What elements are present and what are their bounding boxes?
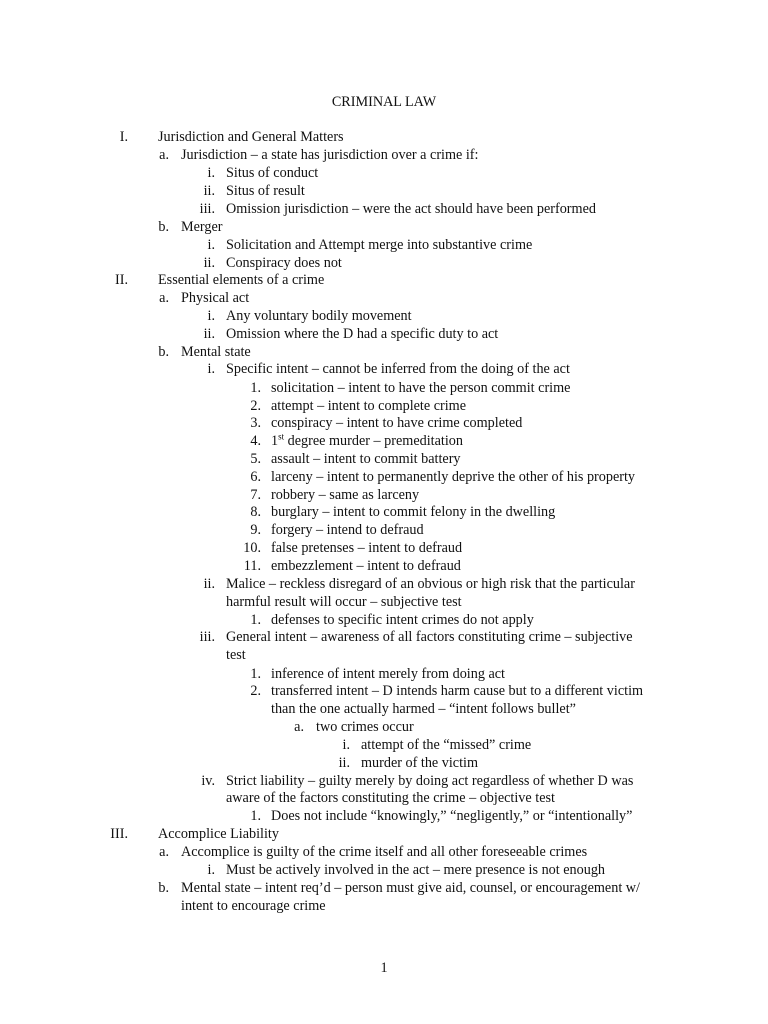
outline-item-text xyxy=(361,736,531,754)
outline-item-text xyxy=(158,128,344,146)
outline-item-text-main: Merger xyxy=(181,219,223,235)
outline-item-text xyxy=(316,718,414,736)
outline-item-text xyxy=(226,575,635,593)
outline-item xyxy=(0,843,768,861)
outline-item-label: 1. xyxy=(250,380,261,396)
outline-item xyxy=(0,182,768,200)
outline-item-text xyxy=(271,665,505,683)
outline-item-text xyxy=(181,343,251,361)
outline-item-label: i. xyxy=(207,361,215,377)
outline-item-label: 8. xyxy=(250,504,261,520)
outline-item xyxy=(0,718,768,736)
outline-item-text xyxy=(226,254,342,272)
outline-item-label: i. xyxy=(207,308,215,324)
outline-item-text-main: solicitation – intent to have the person commit crime xyxy=(271,380,571,396)
outline-item-text xyxy=(271,397,466,415)
outline-item-text-main: Solicitation and Attempt merge into substantive crime xyxy=(226,237,533,253)
outline-item-text-main: Accomplice is guilty of the crime itself and all other foreseeable crimes xyxy=(181,844,588,860)
outline-item-text xyxy=(271,807,632,825)
outline-item-text xyxy=(181,897,326,915)
outline-item-text xyxy=(158,825,279,843)
outline-item-text xyxy=(271,521,424,539)
outline-item-text-main: defenses to specific intent crimes do not apply xyxy=(271,612,534,628)
outline-item xyxy=(0,486,768,504)
outline-item-text xyxy=(361,754,478,772)
outline-item-text xyxy=(181,843,587,861)
outline-item-text xyxy=(226,593,462,611)
outline-item-text-main: transferred intent – D intends harm cause but to a different victim xyxy=(271,683,644,699)
outline-item xyxy=(0,236,768,254)
outline-item-label: iii. xyxy=(199,201,215,217)
outline-item-label: 1. xyxy=(250,808,261,824)
outline-item-text xyxy=(226,360,570,378)
outline-item-text-main: Accomplice Liability xyxy=(158,826,279,842)
outline-item-label: a. xyxy=(294,719,304,735)
outline-item-text xyxy=(271,450,461,468)
outline-item-label: a. xyxy=(159,290,169,306)
outline-item xyxy=(0,736,768,754)
outline-item xyxy=(0,325,768,343)
outline-item xyxy=(0,700,768,718)
outline-item xyxy=(0,628,768,646)
outline-item-label: ii. xyxy=(203,255,215,271)
outline-item xyxy=(0,754,768,772)
outline-item-text xyxy=(181,879,640,897)
outline-item xyxy=(0,360,768,378)
outline-item-text-main: burglary – intent to commit felony in the dwelling xyxy=(271,504,556,520)
outline-item-text-main: Strict liability – guilty merely by doing act regardless of whether D was xyxy=(226,773,634,789)
outline-item-text-main: Any voluntary bodily movement xyxy=(226,308,412,324)
outline-item-text-main: inference of intent merely from doing act xyxy=(271,666,505,682)
outline-item-text-rest: degree murder – premeditation xyxy=(284,433,463,449)
outline-item xyxy=(0,789,768,807)
outline-item-label: 1. xyxy=(250,612,261,628)
outline-item-text-main: Omission where the D had a specific duty to act xyxy=(226,326,499,342)
outline-item xyxy=(0,468,768,486)
ordinal-suffix: st xyxy=(278,431,285,442)
outline-item xyxy=(0,414,768,432)
outline-item-text-main: General intent – awareness of all factors constituting crime – subjective xyxy=(226,629,633,645)
outline-item xyxy=(0,593,768,611)
outline-item xyxy=(0,897,768,915)
outline-item-text-main: robbery – same as larceny xyxy=(271,487,420,503)
page-number: 1 xyxy=(380,960,388,976)
outline-item xyxy=(0,665,768,683)
outline-item-text-main: Specific intent – cannot be inferred from the doing of the act xyxy=(226,361,570,377)
outline-item-text-main: Situs of conduct xyxy=(226,165,319,181)
outline-item xyxy=(0,379,768,397)
outline-item-text xyxy=(271,557,461,575)
outline-item-text-main: Jurisdiction and General Matters xyxy=(158,129,344,145)
outline-item-text xyxy=(226,861,605,879)
outline-item-text-main: two crimes occur xyxy=(316,719,414,735)
outline-item xyxy=(0,611,768,629)
outline-item-text-main: embezzlement – intent to defraud xyxy=(271,558,461,574)
outline-item xyxy=(0,682,768,700)
outline-item-label: 5. xyxy=(250,451,261,467)
outline-item-text xyxy=(226,182,305,200)
outline-item-text-main: larceny – intent to permanently deprive the other of his property xyxy=(271,469,636,485)
outline-item-label: i. xyxy=(207,165,215,181)
outline-item-label: i. xyxy=(342,737,350,753)
outline-item xyxy=(0,861,768,879)
outline-item-text xyxy=(226,236,532,254)
outline-item-text-main: attempt – intent to complete crime xyxy=(271,398,467,414)
outline-item-label: ii. xyxy=(203,183,215,199)
outline-item-label: iv. xyxy=(201,773,215,789)
outline-item xyxy=(0,218,768,236)
outline-item-text xyxy=(271,682,643,700)
outline-item xyxy=(0,432,768,450)
outline-item-text xyxy=(226,628,633,646)
outline-item xyxy=(0,271,768,289)
outline-item xyxy=(0,539,768,557)
outline-item-label: 1. xyxy=(250,666,261,682)
outline-item xyxy=(0,557,768,575)
outline-item-text-main: Jurisdiction – a state has jurisdiction over a crime if: xyxy=(181,147,479,163)
outline-item-label: b. xyxy=(158,219,169,235)
outline-item-text-main: than the one actually harmed – “intent follows bullet” xyxy=(271,701,576,717)
outline-item-text-main: Omission jurisdiction – were the act should have been performed xyxy=(226,201,596,217)
outline-item xyxy=(0,521,768,539)
outline-item-label: iii. xyxy=(199,629,215,645)
outline-item-text-main: aware of the factors constituting the crime – objective test xyxy=(226,790,555,806)
outline-item-text xyxy=(226,789,555,807)
outline-item xyxy=(0,772,768,790)
outline-item-text xyxy=(271,503,555,521)
outline-item-text xyxy=(271,432,463,450)
outline-item-text-main: Physical act xyxy=(181,290,250,306)
outline-item-text xyxy=(181,218,223,236)
outline-item xyxy=(0,575,768,593)
outline-item-text xyxy=(181,146,478,164)
outline-item-label: 4. xyxy=(250,433,261,449)
outline-item xyxy=(0,164,768,182)
outline-item xyxy=(0,200,768,218)
outline-item-label: 9. xyxy=(250,522,261,538)
outline-item-text-main: murder of the victim xyxy=(361,755,479,771)
outline-item-label: a. xyxy=(159,844,169,860)
outline-item-label: 11. xyxy=(243,558,261,574)
outline-item-label: i. xyxy=(207,862,215,878)
outline-item-label: b. xyxy=(158,344,169,360)
outline-item-label: i. xyxy=(207,237,215,253)
outline-item-text xyxy=(271,414,522,432)
outline-item-text-main: Conspiracy does not xyxy=(226,255,342,271)
outline-item-text xyxy=(271,611,534,629)
outline-item xyxy=(0,879,768,897)
outline-item-text xyxy=(226,200,596,218)
document-title: CRIMINAL LAW xyxy=(331,94,437,110)
outline-item-text xyxy=(226,164,318,182)
outline-item-text-main: 1 xyxy=(271,433,279,449)
outline-item xyxy=(0,289,768,307)
outline-item-text xyxy=(226,772,633,790)
outline-item xyxy=(0,128,768,146)
outline-item-text-main: Mental state xyxy=(181,344,251,360)
outline-item xyxy=(0,307,768,325)
outline-item-text xyxy=(226,325,498,343)
outline-item-text xyxy=(271,379,570,397)
outline-item xyxy=(0,450,768,468)
outline-item-label: a. xyxy=(159,147,169,163)
outline-item-label: II. xyxy=(115,272,128,288)
outline-item-label: 2. xyxy=(250,683,261,699)
outline-item-text xyxy=(271,539,462,557)
outline-item xyxy=(0,146,768,164)
outline-item-text-main: Malice – reckless disregard of an obvious or high risk that the particular xyxy=(226,576,635,592)
outline-item-text-main: attempt of the “missed” crime xyxy=(361,737,532,753)
outline-item xyxy=(0,807,768,825)
outline-item-label: 6. xyxy=(250,469,261,485)
outline-item-label: 2. xyxy=(250,398,261,414)
outline-item-label: 3. xyxy=(250,415,261,431)
outline-item-text xyxy=(271,486,419,504)
outline-item xyxy=(0,343,768,361)
outline-item-text-main: intent to encourage crime xyxy=(181,898,326,914)
outline-item-label: ii. xyxy=(203,326,215,342)
outline-item-text-main: harmful result will occur – subjective test xyxy=(226,594,462,610)
outline-item-text-main: Does not include “knowingly,” “negligently,” or “intentionally” xyxy=(271,808,633,824)
outline-item-label: III. xyxy=(110,826,128,842)
outline-item-label: ii. xyxy=(338,755,350,771)
outline-item-text-main: forgery – intend to defraud xyxy=(271,522,424,538)
outline-item xyxy=(0,646,768,664)
outline-item-label: 10. xyxy=(243,540,261,556)
outline-item-label: 7. xyxy=(250,487,261,503)
outline-item-text xyxy=(271,468,635,486)
outline-item-text xyxy=(271,700,576,718)
outline-item-label: ii. xyxy=(203,576,215,592)
outline-item-text-main: Essential elements of a crime xyxy=(158,272,325,288)
outline-item-text-main: false pretenses – intent to defraud xyxy=(271,540,463,556)
outline-item xyxy=(0,254,768,272)
outline-item-text-main: assault – intent to commit battery xyxy=(271,451,461,467)
outline-item-text-main: Must be actively involved in the act – mere presence is not enough xyxy=(226,862,606,878)
outline-item-text-main: test xyxy=(226,647,246,663)
outline-item-label: I. xyxy=(119,129,128,145)
outline-item-text xyxy=(158,271,324,289)
outline-item xyxy=(0,397,768,415)
outline-item xyxy=(0,825,768,843)
outline-item-text xyxy=(226,307,412,325)
outline-item-label: b. xyxy=(158,880,169,896)
outline-item-text xyxy=(226,646,246,664)
outline-item-text xyxy=(181,289,249,307)
outline-item-text-main: Situs of result xyxy=(226,183,305,199)
outline-item xyxy=(0,503,768,521)
outline-item-text-main: Mental state – intent req’d – person must give aid, counsel, or encouragement w/ xyxy=(181,880,640,896)
outline-item-text-main: conspiracy – intent to have crime completed xyxy=(271,415,523,431)
